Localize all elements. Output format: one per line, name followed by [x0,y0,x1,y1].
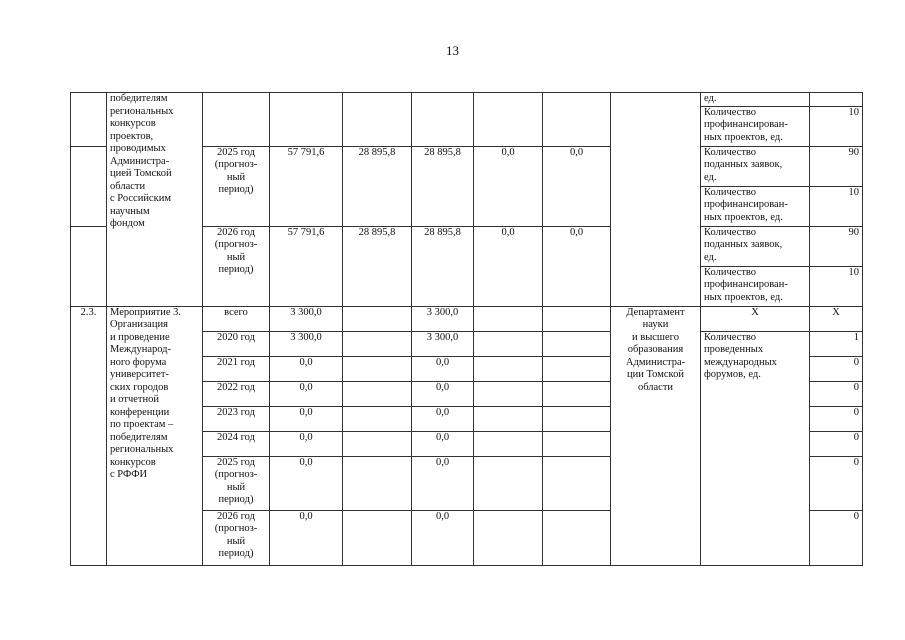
amount-v4 [474,510,543,565]
cont-number-2026 [71,226,107,306]
cont-description: победителям региональных конкурсов проектов, проводимых Администра- цией Томской области с Российским научным фондом [107,93,203,307]
period-cell: 2024 год [203,431,270,456]
amount-v3: 0,0 [412,510,474,565]
cont-v2-blank [343,93,412,147]
period-cell: 2021 год [203,356,270,381]
indicator-header-x: X [701,306,810,331]
amount-v5 [543,331,611,356]
amount-v3: 0,0 [412,431,474,456]
amount-v2 [343,431,412,456]
period-cell: 2023 год [203,406,270,431]
cont-indicator-tail: ед. [701,93,810,107]
amount-total: 57 791,6 [270,226,343,306]
amount-v5 [543,431,611,456]
indicator-value: 0 [810,406,863,431]
period-cell: 2022 год [203,381,270,406]
indicator-name: Количество профинансирован- ных проектов, ед. [701,106,810,146]
amount-v2: 28 895,8 [343,226,412,306]
amount-v5: 0,0 [543,146,611,226]
amount-v2 [343,406,412,431]
indicator-value-header-x: X [810,306,863,331]
measure-number: 2.3. [71,306,107,565]
indicator-value: 10 [810,266,863,306]
measure-executor: Департамент науки и высшего образования Администра- ции Томской области [611,306,701,565]
cont-executor-blank [611,93,701,307]
amount-v5 [543,510,611,565]
indicator-value: 0 [810,431,863,456]
indicator-name: Количество профинансирован- ных проектов, ед. [701,266,810,306]
cont-total-blank [270,93,343,147]
indicator-value: 0 [810,456,863,510]
amount-v4 [474,456,543,510]
amount-v5 [543,381,611,406]
amount-v3: 28 895,8 [412,226,474,306]
amount-v5 [543,356,611,381]
amount-v4 [474,306,543,331]
amount-v3: 28 895,8 [412,146,474,226]
indicator-value: 10 [810,186,863,226]
amount-v4 [474,406,543,431]
amount-total: 0,0 [270,356,343,381]
period-cell: 2026 год (прогноз- ный период) [203,510,270,565]
cont-indicator-tail-value [810,93,863,107]
amount-v5 [543,306,611,331]
page-number: 13 [446,43,459,58]
amount-v2 [343,356,412,381]
indicator-name: Количество поданных заявок, ед. [701,226,810,266]
amount-total: 0,0 [270,381,343,406]
amount-v4 [474,356,543,381]
period-cell: всего [203,306,270,331]
amount-total: 57 791,6 [270,146,343,226]
amount-v4: 0,0 [474,146,543,226]
amount-v4 [474,331,543,356]
indicator-value: 90 [810,226,863,266]
indicator-value: 0 [810,510,863,565]
indicator-name: Количество профинансирован- ных проектов, ед. [701,186,810,226]
cont-v4-blank [474,93,543,147]
program-table [70,92,863,566]
indicator-name: Количество поданных заявок, ед. [701,146,810,186]
amount-v2 [343,456,412,510]
cont-v3-blank [412,93,474,147]
amount-v4 [474,431,543,456]
cont-period-blank [203,93,270,147]
period-cell: 2025 год (прогноз- ный период) [203,456,270,510]
indicator-value: 10 [810,106,863,146]
indicator-value: 1 [810,331,863,356]
measure-description: Мероприятие 3. Организация и проведение Международ- ного форума университет- ских городов и отчетной конференции по проектам – победителям региональных конкурсов с РФФИ [107,306,203,565]
amount-v3: 3 300,0 [412,331,474,356]
amount-v2 [343,510,412,565]
period-cell: 2020 год [203,331,270,356]
amount-v2 [343,306,412,331]
amount-v5: 0,0 [543,226,611,306]
amount-v2: 28 895,8 [343,146,412,226]
amount-v5 [543,406,611,431]
amount-v3: 0,0 [412,406,474,431]
indicator-value: 0 [810,381,863,406]
amount-v5 [543,456,611,510]
period-cell: 2026 год (прогноз- ный период) [203,226,270,306]
amount-v3: 3 300,0 [412,306,474,331]
amount-total: 3 300,0 [270,331,343,356]
amount-v2 [343,331,412,356]
amount-v4 [474,381,543,406]
indicator-value: 0 [810,356,863,381]
amount-total: 0,0 [270,406,343,431]
amount-total: 0,0 [270,431,343,456]
period-cell: 2025 год (прогноз- ный период) [203,146,270,226]
amount-total: 0,0 [270,456,343,510]
amount-v3: 0,0 [412,381,474,406]
cont-v5-blank [543,93,611,147]
measure-indicator-name: Количество проведенных международных форумов, ед. [701,331,810,565]
amount-v2 [343,381,412,406]
amount-total: 3 300,0 [270,306,343,331]
indicator-value: 90 [810,146,863,186]
amount-total: 0,0 [270,510,343,565]
amount-v3: 0,0 [412,456,474,510]
amount-v4: 0,0 [474,226,543,306]
cont-number-2025 [71,146,107,226]
amount-v3: 0,0 [412,356,474,381]
cont-number-cell [71,93,107,147]
